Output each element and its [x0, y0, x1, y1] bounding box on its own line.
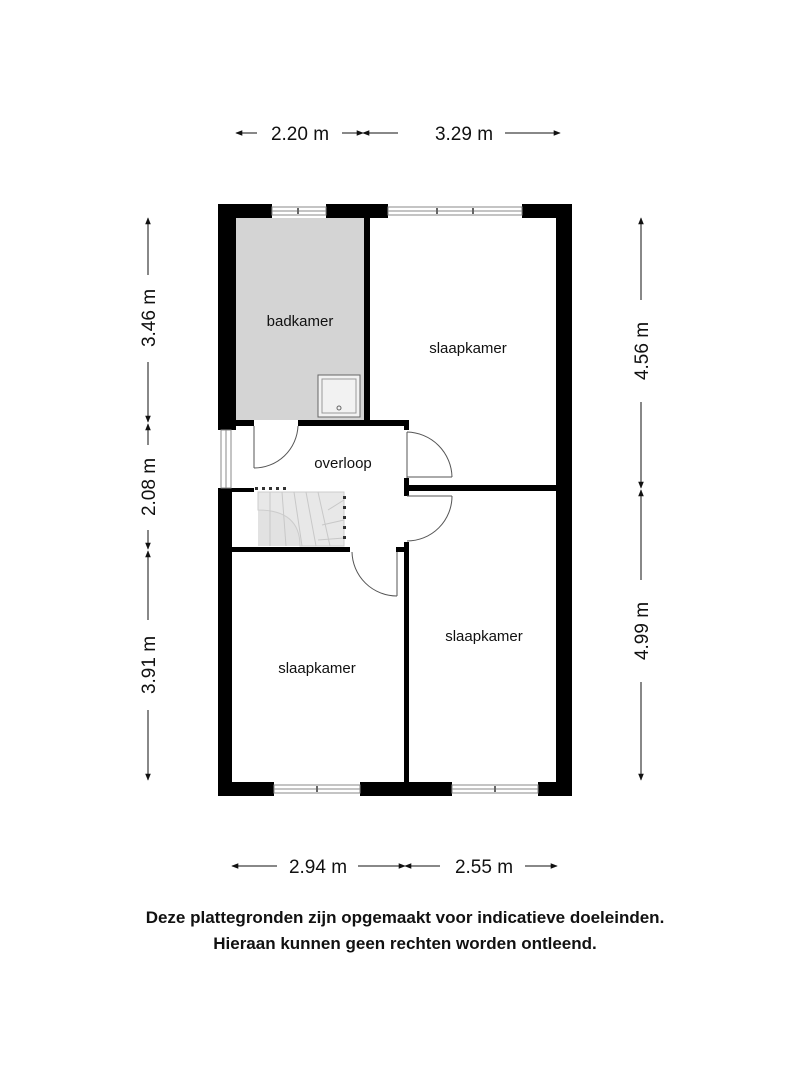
disclaimer-line-1: Deze plattegronden zijn opgemaakt voor indicatieve doeleinden. — [145, 908, 665, 927]
dimension-left-middle: 2.08 m — [139, 457, 160, 517]
room-label-slaapkamer-top-right: slaapkamer — [429, 340, 507, 357]
shower-tray — [318, 375, 360, 417]
disclaimer-line-2: Hieraan kunnen geen rechten worden ontleend. — [213, 934, 597, 953]
disclaimer — [0, 905, 810, 957]
dimension-right-bottom: 4.99 m — [632, 601, 653, 661]
room-label-slaapkamer-bottom-left: slaapkamer — [278, 660, 356, 677]
dimension-bottom-right: 2.55 m — [454, 857, 514, 878]
room-label-badkamer: badkamer — [266, 313, 334, 330]
dimension-right-top: 4.56 m — [632, 321, 653, 381]
dimension-top-right: 3.29 m — [434, 124, 494, 145]
dimension-bottom-left: 2.94 m — [288, 857, 348, 878]
dimension-left-top: 3.46 m — [139, 288, 160, 348]
dimension-top-left: 2.20 m — [270, 124, 330, 145]
staircase — [255, 487, 346, 546]
dimension-left-bottom: 3.91 m — [139, 635, 160, 695]
room-label-overloop: overloop — [314, 455, 372, 472]
room-label-slaapkamer-mid-right: slaapkamer — [445, 628, 523, 645]
